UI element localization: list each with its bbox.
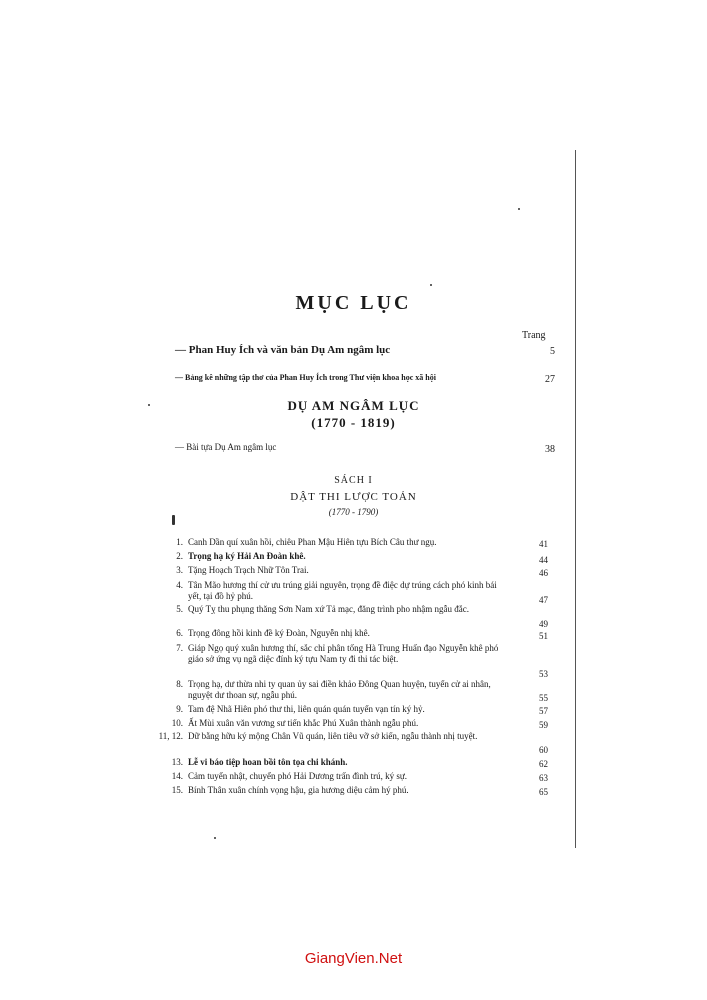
entry-number: 11, 12. [158,731,183,741]
entry-number: 10. [171,718,183,728]
entry-text: Ất Mùi xuân văn vương sư tiến khắc Phú Xuân thành ngẫu phú. [188,718,419,728]
intro-item-page: 5 [550,346,555,357]
entry-page: 47 [539,595,548,605]
intro-item-text: — Phan Huy Ích và văn bản Dụ Am ngâm lục [175,344,391,356]
entry-page: 51 [539,631,548,641]
entry-page: 62 [539,759,548,769]
entry-text: Tân Mão hương thí cử ưu trúng giải nguyên, trọng đề điệc dự trúng cách phó kinh bái yết, tại đồ hỷ phú. [188,580,497,601]
book-subtitle: DẬT THI LƯỢC TOẢN [290,491,417,503]
entry-number: 14. [171,771,183,781]
scan-speck [430,284,432,286]
entry-text: Giáp Ngọ quý xuân hương thí, sắc chỉ phân tống Hà Trung Huấn đạo Nguyễn khê phó giáo sở ứng vụ ngã diệc đính ký tựu Nam ty đi thi tác biệt. [188,643,499,664]
entry-number: 8. [176,679,183,689]
entry-page: 63 [539,773,548,783]
entry-text: Trọng hạ ký Hải An Đoàn khê. [188,551,306,561]
entry-text: Trọng hạ, dư thừa nhi ty quan ủy sai điền khảo Đông Quan huyện, tuyển cử ai nhân, nguyệt dư thoan sự, ngẫu phú. [188,679,491,700]
entry-text: Tam đệ Nhã Hiên phó thư thi, liên quán quán tuyển vạn tín ký hỷ. [188,704,425,714]
entry-text: Bính Thân xuân chính vọng hậu, gia hương diệu cảm hý phú. [188,785,409,795]
intro-item [175,344,555,358]
entry-text: Lễ vi báo tiệp hoan bồi tôn tọa chi khánh. [188,757,348,767]
entry-number: 15. [171,785,183,795]
section-years: (1770 - 1819) [311,415,396,430]
entry-number: 4. [176,580,183,590]
entry-page: 44 [539,555,548,565]
intro-item-text: — Bảng kê những tập thơ của Phan Huy Ích trong Thư viện khoa học xã hội [175,373,436,382]
entry-page: 59 [539,720,548,730]
entry-page: 49 [539,619,548,629]
page-column-label: Trang [522,330,546,341]
book-name: SÁCH I [334,475,373,486]
entry-page: 41 [539,539,548,549]
scan-speck [214,837,216,839]
entry-number: 13. [171,757,183,767]
watermark-text: GiangVien.Net [304,950,403,967]
entry-number: 1. [176,537,183,547]
entry-text: Canh Dần quí xuân hồi, chiêu Phan Mậu Hiên tựu Bích Câu thư ngụ. [188,537,437,547]
intro-item [175,372,555,386]
page-title: MỤC LỤC [295,292,412,314]
entry-number: 2. [176,551,183,561]
entry-text: Dữ bằng hữu ký mộng Chân Vũ quán, liên tiêu vỡ sở kiến, ngẫu thành nhị tuyệt. [188,731,478,741]
entry-text: Trọng đông hồi kinh đề ký Đoàn, Nguyễn nhị khê. [188,628,370,638]
intro-item-page: 27 [545,374,555,385]
book-years: (1770 - 1790) [328,507,379,517]
entry-page: 53 [539,669,548,679]
entry-page: 65 [539,787,548,797]
preface-item [175,442,555,456]
entry-text: Tặng Hoạch Trạch Nhữ Tôn Trai. [188,565,309,575]
entry-page: 46 [539,568,548,578]
entry-page: 60 [539,745,548,755]
entry-number: 7. [176,643,183,653]
preface-text: — Bài tựa Dụ Am ngâm lục [175,442,277,452]
entry-number: 9. [176,704,183,714]
scan-speck [518,208,520,210]
entry-page: 57 [539,706,548,716]
entry-number: 5. [176,604,183,614]
section-title: DỤ AM NGÂM LỤC [287,398,420,413]
entry-number: 6. [176,628,183,638]
scan-speck [172,515,175,525]
scan-speck [148,404,150,406]
entry-page: 55 [539,693,548,703]
entry-text: Quý Tỵ thu phụng thăng Sơn Nam xứ Tả mạc, đăng trình pho nhậm ngẫu đắc. [188,604,470,614]
entry-text: Cảm tuyển nhật, chuyển phó Hải Dương trấn đình trú, ký sự. [188,771,407,781]
entry-number: 3. [176,565,183,575]
preface-page: 38 [545,444,555,455]
